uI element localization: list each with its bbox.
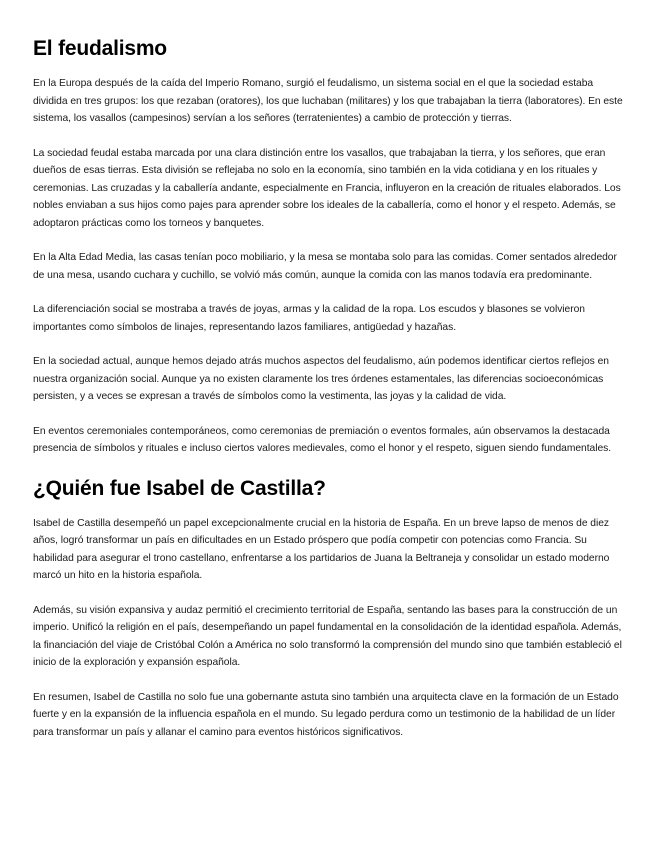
paragraph: La diferenciación social se mostraba a través de joyas, armas y la calidad de la ropa. Los escudos y blasones se volvieron importantes como símbolos de linajes, representando lazos familiares, antigüedad y hazañas. bbox=[33, 304, 585, 333]
document-page bbox=[33, 36, 625, 741]
paragraph: En resumen, Isabel de Castilla no solo fue una gobernante astuta sino también una arquitecta clave en la formación de un Estado fuerte y en la expansión de la influencia española en el mundo. Su legado perdura como un testimonio de la habilidad de un líder para transformar un país y allanar el camino para eventos históricos significativos. bbox=[33, 691, 619, 738]
paragraph: Isabel de Castilla desempeñó un papel excepcionalmente crucial en la historia de España. En un breve lapso de menos de diez años, logró transformar un país en dificultades en un Estado próspero que podía competir con potencias como Francia. Su habilidad para asegurar el trono castellano, enfrentarse a los partidarios de Juana la Beltraneja y consolidar un estado moderno marcó un hito en la historia española. bbox=[33, 517, 610, 581]
paragraph: La sociedad feudal estaba marcada por una clara distinción entre los vasallos, que trabajaban la tierra, y los señores, que eran dueños de esas tierras. Esta división se reflejaba no solo en la economía, sino también en la vida cotidiana y en los rituales y ceremonias. Las cruzadas y la caballería andante, especialmente en Francia, influyeron en la creación de rituales elaborados. Los nobles enviaban a sus hijos como pajes para aprender sobre los ideales de la caballería, como el honor y el respeto. Además, se adoptaron prácticas como los torneos y banquetes. bbox=[33, 147, 621, 229]
paragraph: En la Alta Edad Media, las casas tenían poco mobiliario, y la mesa se montaba solo para las comidas. Comer sentados alrededor de una mesa, usando cuchara y cuchillo, se volvió más común, aunque la comida con las manos todavía era predominante. bbox=[33, 252, 617, 281]
paragraph: En la sociedad actual, aunque hemos dejado atrás muchos aspectos del feudalismo, aún podemos identificar ciertos reflejos en nuestra organización social. Aunque ya no existen claramente los tres órdenes estamentales, las diferencias socioeconómicas persisten, y a veces se expresan a través de símbolos como la vestimenta, las joyas y la calidad de vida. bbox=[33, 356, 609, 402]
section-title-feudalismo: El feudalismo bbox=[33, 37, 167, 60]
paragraph: Además, su visión expansiva y audaz permitió el crecimiento territorial de España, sentando las bases para la construcción de un imperio. Unificó la religión en el país, desempeñando un papel fundamental en la consolidación de la identidad española. Además, la financiación del viaje de Cristóbal Colón a América no solo transformó la comprensión del mundo sino que también estableció el inicio de la exploración y expansión española. bbox=[33, 604, 622, 668]
section-title-isabel: ¿Quién fue Isabel de Castilla? bbox=[33, 476, 326, 500]
paragraph: En la Europa después de la caída del Imperio Romano, surgió el feudalismo, un sistema social en el que la sociedad estaba dividida en tres grupos: los que rezaban (oratores), los que luchaban (militares) y los que trabajaban la tierra (laboratores). En este sistema, los vasallos (campesinos) servían a los señores (terratenientes) a cambio de protección y tierras. bbox=[33, 78, 623, 124]
paragraph: En eventos ceremoniales contemporáneos, como ceremonias de premiación o eventos formales, aún observamos la destacada presencia de símbolos y rituales e incluso ciertos valores medievales, como el honor y el respeto, siguen siendo fundamentales. bbox=[33, 425, 612, 454]
